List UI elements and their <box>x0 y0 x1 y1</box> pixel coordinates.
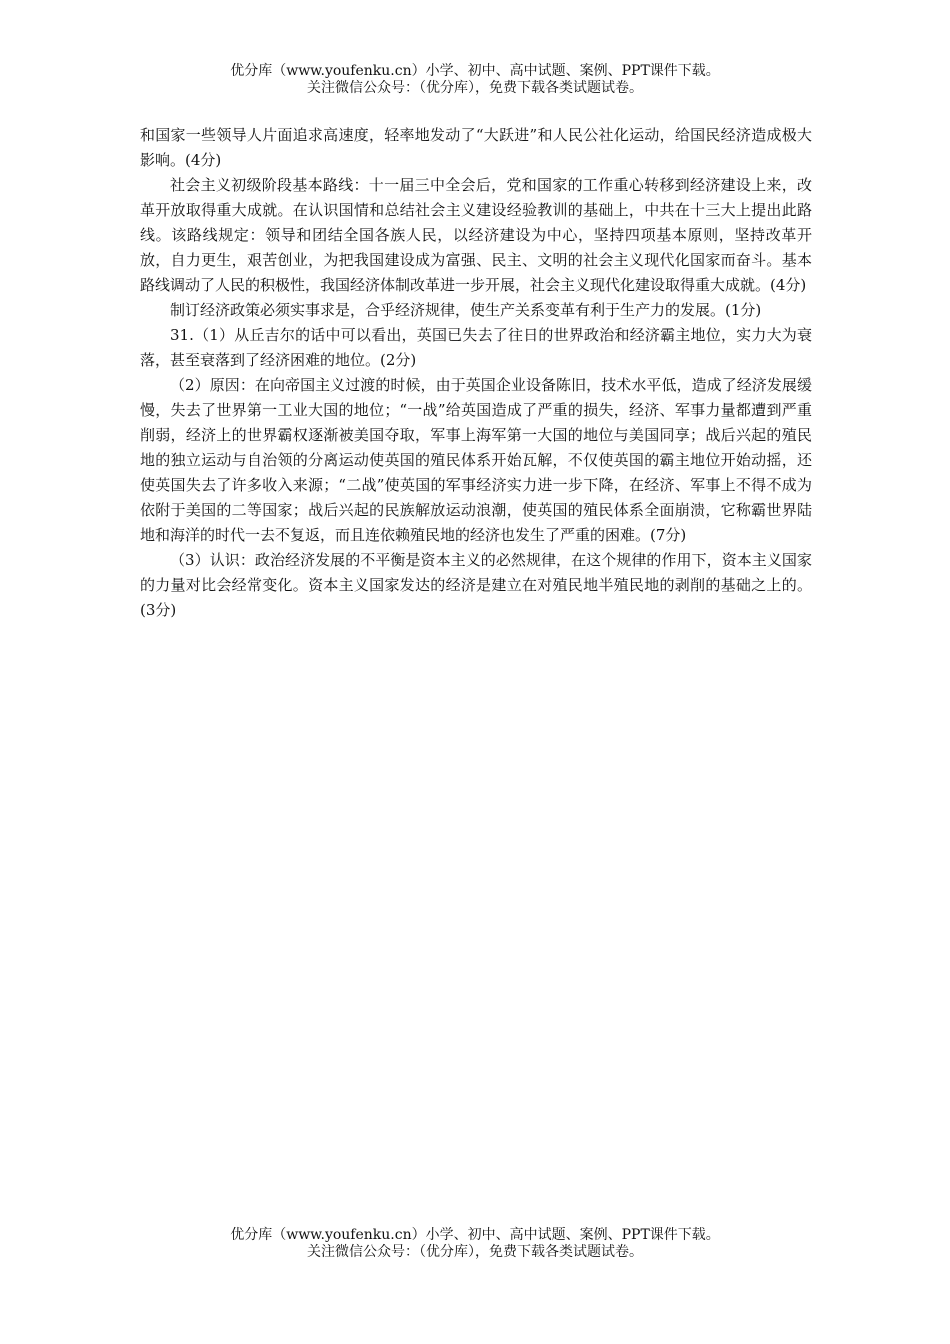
page-header <box>0 63 950 97</box>
paragraph-continuation: 和国家一些领导人片面追求高速度，轻率地发动了“大跃进”和人民公社化运动，给国民经济造成极大影响。(4分) <box>140 126 812 169</box>
page-footer <box>0 1227 950 1261</box>
header-line-2: 关注微信公众号：（优分库），免费下载各类试题试卷。 <box>307 80 643 96</box>
answer-31-part-1: 31.（1）从丘吉尔的话中可以看出，英国已失去了往日的世界政治和经济霸主地位，实力大为衰落，甚至衰落到了经济困难的地位。(2分) <box>140 326 812 369</box>
document-body <box>140 123 812 623</box>
paragraph-economic-policy: 制订经济政策必须实事求是，合乎经济规律，使生产关系变革有利于生产力的发展。(1分) <box>170 301 762 319</box>
footer-line-2: 关注微信公众号：（优分库），免费下载各类试题试卷。 <box>307 1244 643 1260</box>
footer-line-1: 优分库（www.youfenku.cn）小学、初中、高中试题、案例、PPT课件下载。 <box>230 1227 720 1243</box>
header-line-1: 优分库（www.youfenku.cn）小学、初中、高中试题、案例、PPT课件下载。 <box>230 63 720 79</box>
answer-31-part-3: （3）认识：政治经济发展的不平衡是资本主义的必然规律，在这个规律的作用下，资本主义国家的力量对比会经常变化。资本主义国家发达的经济是建立在对殖民地半殖民地的剥削的基础之上的。(3分) <box>140 551 812 619</box>
answer-31-part-2: （2）原因：在向帝国主义过渡的时候，由于英国企业设备陈旧，技术水平低，造成了经济发展缓慢，失去了世界第一工业大国的地位；“一战”给英国造成了严重的损失，经济、军事力量都遭到严重削弱，经济上的世界霸权逐渐被美国夺取，军事上海军第一大国的地位与美国同享；战后兴起的殖民地的独立运动与自治领的分离运动使英国的殖民体系开始瓦解，不仅使英国的霸主地位开始动摇，还使英国失去了许多收入来源；“二战”使英国的军事经济实力进一步下降，在经济、军事上不得不成为依附于美国的二等国家；战后兴起的民族解放运动浪潮，使英国的殖民体系全面崩溃，它称霸世界陆地和海洋的时代一去不复返，而且连依赖殖民地的经济也发生了严重的困难。(7分) <box>140 376 812 544</box>
paragraph-basic-line: 社会主义初级阶段基本路线：十一届三中全会后，党和国家的工作重心转移到经济建设上来，改革开放取得重大成就。在认识国情和总结社会主义建设经验教训的基础上，中共在十三大上提出此路线。该路线规定：领导和团结全国各族人民，以经济建设为中心，坚持四项基本原则，坚持改革开放，自力更生，艰苦创业，为把我国建设成为富强、民主、文明的社会主义现代化国家而奋斗。基本路线调动了人民的积极性，我国经济体制改革进一步开展，社会主义现代化建设取得重大成就。(4分) <box>140 176 812 294</box>
